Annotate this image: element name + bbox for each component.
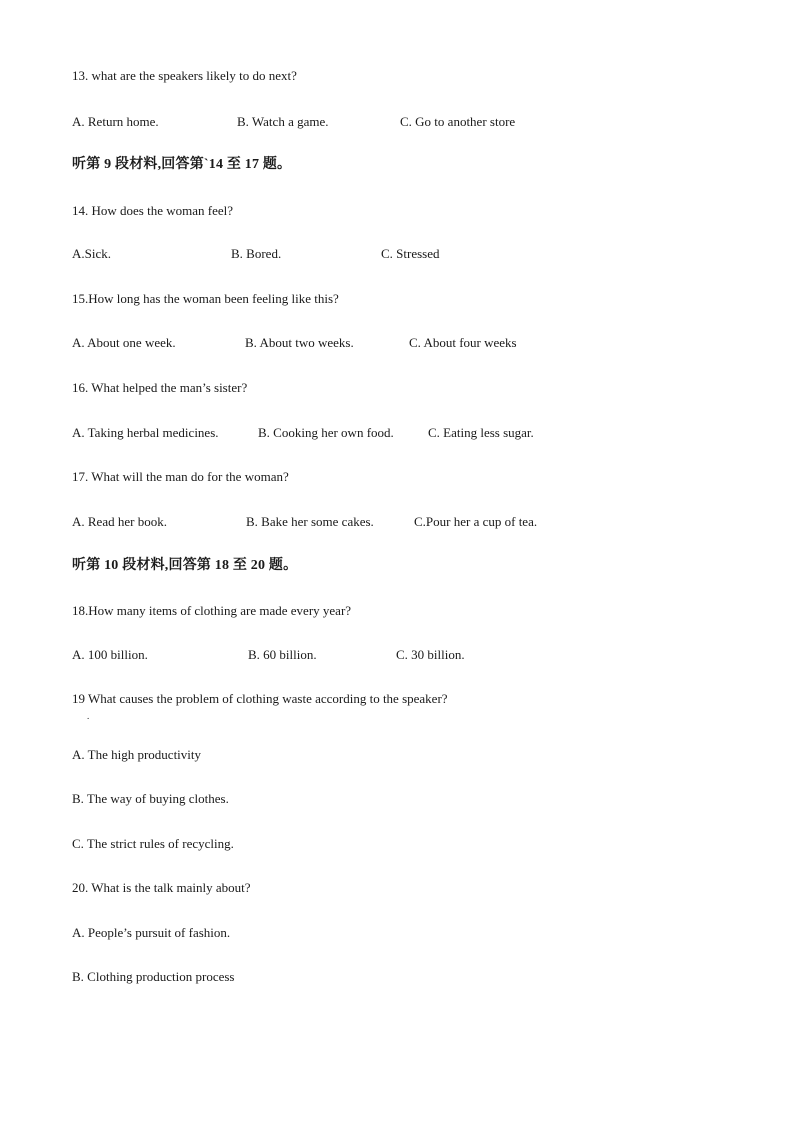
question-15: 15.How long has the woman been feeling like this? [72,291,339,306]
question-19: 19 What causes the problem of clothing waste according to the speaker? [72,691,448,706]
q13-option-a: A. Return home. [72,114,159,129]
q13-option-c: C. Go to another store [400,114,516,129]
section-9-heading: 听第 9 段材料,回答第`14 至 17 题。 [72,157,292,172]
q20-option-b: B. Clothing production process [72,969,235,984]
q18-option-c: C. 30 billion. [396,647,465,662]
q15-option-c: C. About four weeks [409,335,517,350]
q17-option-a: A. Read her book. [72,514,167,529]
q17-option-c: C.Pour her a cup of tea. [414,514,538,529]
q19-option-a: A. The high productivity [72,747,202,762]
q20-option-a: A. People’s pursuit of fashion. [72,925,231,940]
question-16: 16. What helped the man’s sister? [72,380,248,395]
stray-mark: . [87,711,90,721]
question-17: 17. What will the man do for the woman? [72,469,289,484]
q13-option-b: B. Watch a game. [237,114,329,129]
question-18: 18.How many items of clothing are made every year? [72,603,352,618]
q14-option-a: A.Sick. [72,246,111,261]
section-10-heading: 听第 10 段材料,回答第 18 至 20 题。 [72,558,298,573]
q19-option-b: B. The way of buying clothes. [72,791,229,806]
question-13: 13. what are the speakers likely to do next? [72,68,297,83]
q15-option-b: B. About two weeks. [245,335,354,350]
question-14: 14. How does the woman feel? [72,203,234,218]
q15-option-a: A. About one week. [72,335,176,350]
q14-option-b: B. Bored. [231,246,282,261]
q16-option-b: B. Cooking her own food. [258,425,394,440]
q17-option-b: B. Bake her some cakes. [246,514,374,529]
q19-option-c: C. The strict rules of recycling. [72,836,234,851]
q16-option-a: A. Taking herbal medicines. [72,425,219,440]
q18-option-b: B. 60 billion. [248,647,317,662]
q16-option-c: C. Eating less sugar. [428,425,534,440]
question-20: 20. What is the talk mainly about? [72,880,251,895]
q14-option-c: C. Stressed [381,246,440,261]
q18-option-a: A. 100 billion. [72,647,148,662]
